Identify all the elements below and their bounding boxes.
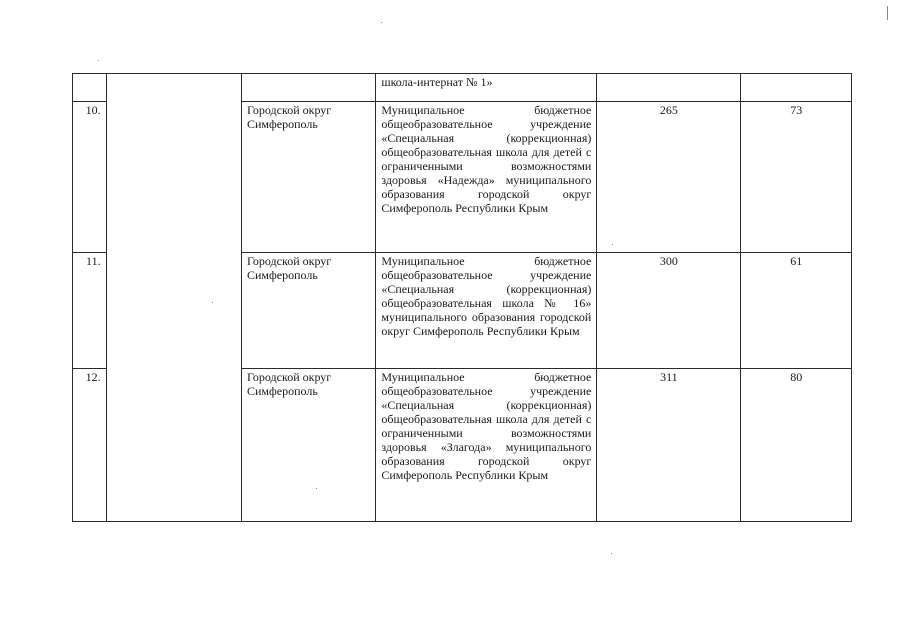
district-cell [242,74,376,102]
table-row-continued [73,74,852,102]
value-1-cell: 300 [597,253,741,369]
schools-table [72,73,852,522]
value-2-cell: 80 [741,369,852,522]
value-1-cell [597,74,741,102]
institution-cell: Муниципальное бюджетное общеобразовательное учреждение «Специальная (коррекционная) общеобразовательная школа для детей с ограниченными возможностями здоровья «Злагода» муниципального образования городской округ Симферополь Республики Крым [376,369,597,522]
merged-column-cell [106,74,241,522]
value-1-cell: 265 [597,102,741,253]
value-1-cell: 311 [597,369,741,522]
district-cell: Городской округ Симферополь [242,253,376,369]
scan-speck [381,22,382,23]
district-cell: Городской округ Симферополь [242,102,376,253]
value-2-cell: 73 [741,102,852,253]
institution-cell: школа-интернат № 1» [376,74,597,102]
institution-cell: Муниципальное бюджетное общеобразовательное учреждение «Специальная (коррекционная) общеобразовательная школа № 16» муниципального образования городской округ Симферополь Республики Крым [376,253,597,369]
value-2-cell [741,74,852,102]
scan-speck [611,553,612,554]
number-cell [73,74,107,102]
institution-cell: Муниципальное бюджетное общеобразовательное учреждение «Специальная (коррекционная) общеобразовательная школа для детей с ограниченными возможностями здоровья «Надежда» муниципального образования городской округ Симферополь Республики Крым [376,102,597,253]
scan-speck [98,60,99,61]
value-2-cell: 61 [741,253,852,369]
row-number: 10. [73,102,107,253]
scan-mark [887,6,888,20]
district-cell: Городской округ Симферополь [242,369,376,522]
row-number: 12. [73,369,107,522]
row-number: 11. [73,253,107,369]
